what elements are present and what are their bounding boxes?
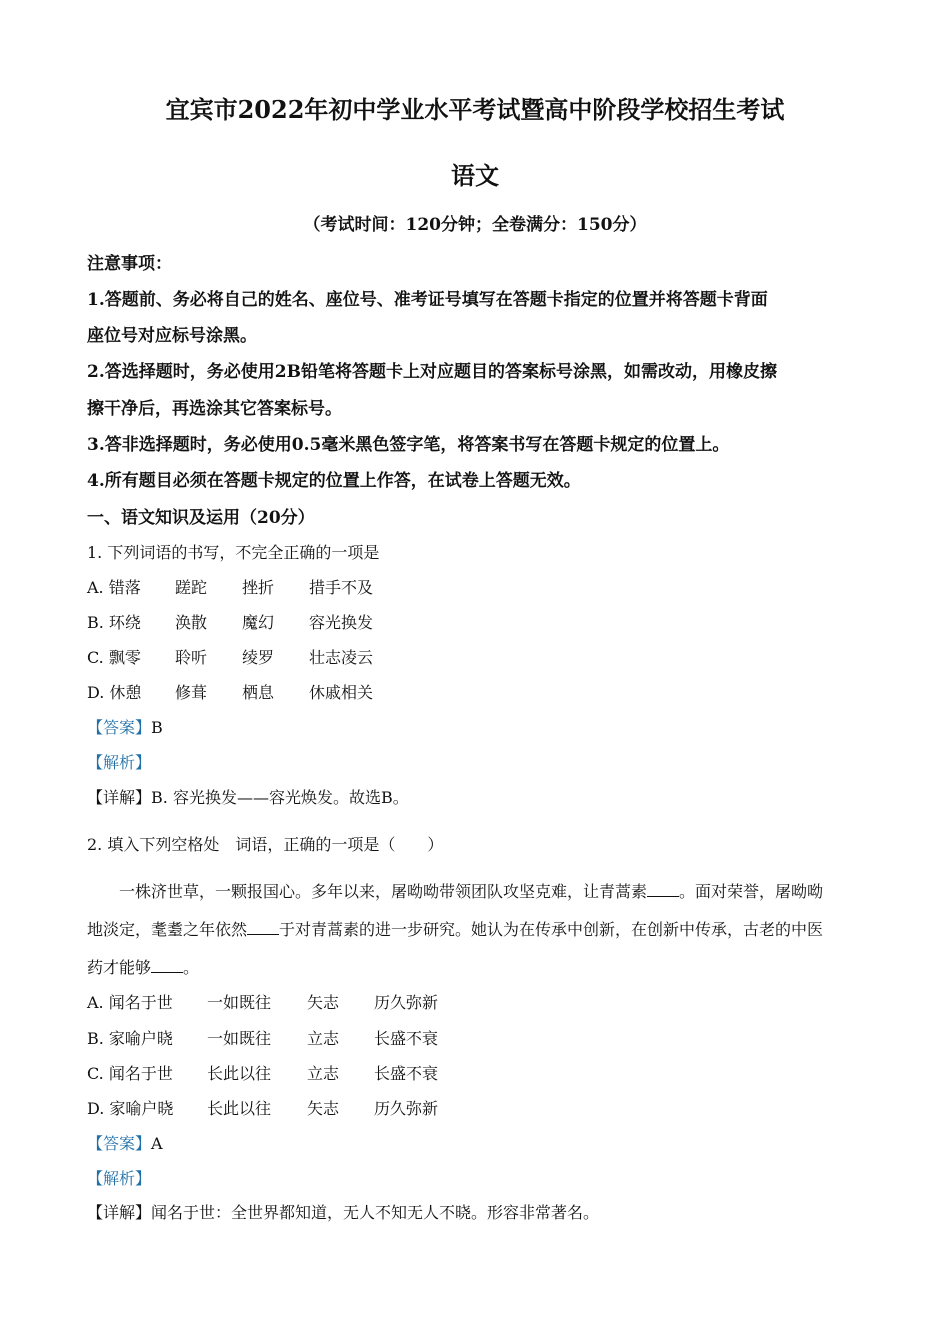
option-label: A. 闻名于世: [87, 993, 173, 1012]
passage-text: 药才能够: [87, 958, 152, 977]
note-item-1-line-2: 座位号对应标号涂黑。: [87, 326, 257, 346]
q2-passage-line-3: [87, 955, 199, 978]
q2-answer: [87, 1131, 163, 1154]
option-word: 历久弥新: [374, 1099, 439, 1118]
option-word: 矢志: [307, 993, 340, 1012]
option-label: B. 家喻户晓: [87, 1029, 173, 1048]
q2-stem: 2. 填入下列空格处 词语，正确的一项是（ ）: [87, 835, 444, 854]
q2-passage-line-1: [119, 879, 823, 902]
notes-heading: 注意事项：: [87, 254, 172, 274]
option-label: A. 错落: [87, 578, 141, 597]
option-label: D. 家喻户晓: [87, 1099, 174, 1118]
answer-value: B: [151, 718, 163, 737]
note-item-2-line-1: 2.答选择题时，务必使用2B铅笔将答题卡上对应题目的答案标号涂黑，如需改动，用橡皮擦: [87, 362, 777, 382]
q1-option-d: [87, 680, 373, 703]
blank-1: [647, 882, 679, 897]
note-item-1-line-1: 1.答题前、务必将自己的姓名、座位号、准考证号填写在答题卡指定的位置并将答题卡背面: [87, 290, 768, 310]
option-word: 绫罗: [242, 648, 275, 667]
option-word: 一如既往: [207, 993, 272, 1012]
q2-detail: [87, 1200, 599, 1223]
option-label: C. 闻名于世: [87, 1064, 173, 1083]
blank-3: [151, 958, 183, 973]
q1-option-a: [87, 575, 373, 598]
exam-title: 宜宾市2022年初中学业水平考试暨高中阶段学校招生考试: [165, 95, 785, 124]
q2-option-d: [87, 1096, 438, 1119]
section-1-heading: 一、语文知识及运用（20分）: [87, 508, 315, 528]
passage-text: 于对青蒿素的进一步研究。她认为在传承中创新，在创新中传承，古老的中医: [279, 920, 824, 939]
q2-option-b: [87, 1026, 438, 1049]
detail-text: 闻名于世：全世界都知道，无人不知无人不晓。形容非常著名。: [151, 1203, 600, 1222]
option-word: 容光换发: [309, 613, 374, 632]
answer-value: A: [151, 1134, 163, 1153]
option-word: 挫折: [242, 578, 275, 597]
option-word: 历久弥新: [374, 993, 439, 1012]
passage-text: 。面对荣誉，屠呦呦: [679, 882, 824, 901]
blank-2: [247, 920, 279, 935]
note-item-3: 3.答非选择题时，务必使用0.5毫米黑色签字笔，将答案书写在答题卡规定的位置上。: [87, 435, 730, 455]
q2-option-a: [87, 990, 438, 1013]
q2-analysis-tag: 【解析】: [87, 1169, 152, 1188]
option-word: 聆听: [175, 648, 208, 667]
option-word: 长盛不衰: [374, 1064, 439, 1083]
option-word: 矢志: [307, 1099, 340, 1118]
option-word: 蹉跎: [175, 578, 208, 597]
answer-tag: 【答案】: [87, 718, 152, 737]
q1-stem: 1. 下列词语的书写，不完全正确的一项是: [87, 543, 380, 562]
subject-title: 语文: [451, 161, 499, 190]
q2-passage-line-2: [87, 917, 823, 940]
note-item-4: 4.所有题目必须在答题卡规定的位置上作答，在试卷上答题无效。: [87, 471, 581, 491]
q1-analysis-tag: 【解析】: [87, 753, 152, 772]
q1-detail: [87, 785, 409, 808]
detail-tag: 【详解】: [87, 1203, 152, 1222]
option-word: 一如既往: [207, 1029, 272, 1048]
option-word: 栖息: [242, 683, 275, 702]
option-word: 措手不及: [309, 578, 374, 597]
answer-tag: 【答案】: [87, 1134, 152, 1153]
option-word: 长盛不衰: [374, 1029, 439, 1048]
q1-option-c: [87, 645, 373, 668]
option-word: 魔幻: [242, 613, 275, 632]
passage-text: 一株济世草，一颗报国心。多年以来，屠呦呦带领团队攻坚克难，让青蒿素: [119, 882, 648, 901]
option-word: 立志: [307, 1064, 340, 1083]
option-word: 长此以往: [207, 1064, 272, 1083]
option-label: D. 休憩: [87, 683, 142, 702]
note-item-2-line-2: 擦干净后，再选涂其它答案标号。: [87, 399, 342, 419]
passage-text: 。: [183, 958, 200, 977]
option-word: 长此以往: [207, 1099, 272, 1118]
option-word: 立志: [307, 1029, 340, 1048]
option-word: 壮志凌云: [309, 648, 374, 667]
q1-option-b: [87, 610, 373, 633]
q1-answer: [87, 715, 163, 738]
exam-info: （考试时间：120分钟；全卷满分：150分）: [303, 215, 647, 235]
option-label: C. 飘零: [87, 648, 141, 667]
option-word: 修葺: [175, 683, 208, 702]
q2-option-c: [87, 1061, 438, 1084]
detail-tag: 【详解】: [87, 788, 152, 807]
option-label: B. 环绕: [87, 613, 141, 632]
option-word: 休戚相关: [309, 683, 374, 702]
detail-text: B. 容光换发——容光焕发。故选B。: [151, 788, 409, 807]
passage-text: 地淡定，耄耋之年依然: [87, 920, 248, 939]
option-word: 涣散: [175, 613, 208, 632]
